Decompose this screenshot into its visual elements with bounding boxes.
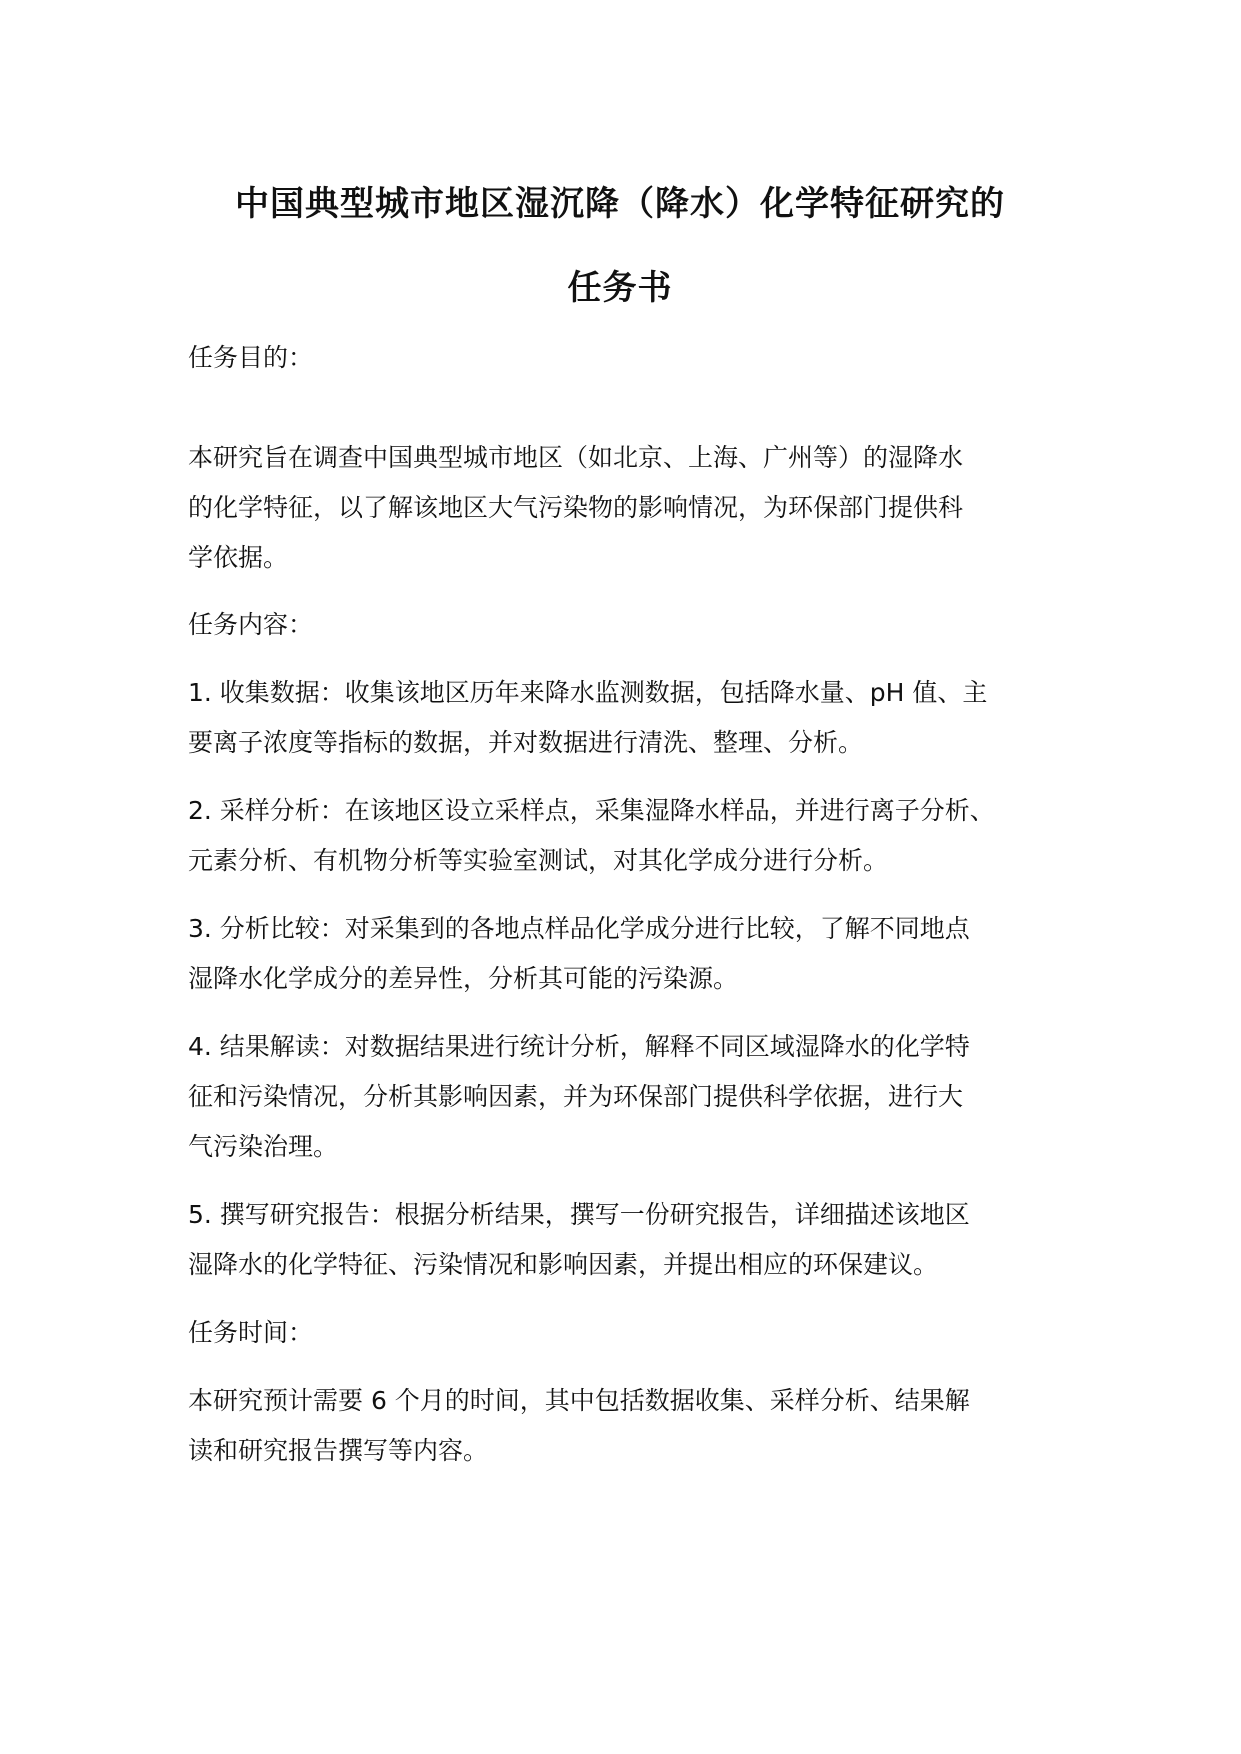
item1-line-2: 要离子浓度等指标的数据，并对数据进行清洗、整理、分析。: [188, 728, 864, 757]
purpose-line-1: 本研究旨在调查中国典型城市地区（如北京、上海、广州等）的湿降水: [188, 443, 964, 472]
item2-line-2: 元素分析、有机物分析等实验室测试，对其化学成分进行分析。: [188, 846, 889, 875]
item4-line-2: 征和污染情况，分析其影响因素，并为环保部门提供科学依据，进行大: [188, 1082, 964, 1111]
item2-line-1: 2. 采样分析：在该地区设立采样点，采集湿降水样品，并进行离子分析、: [188, 796, 995, 825]
item4-line-3: 气污染治理。: [188, 1132, 339, 1161]
item5-line-2: 湿降水的化学特征、污染情况和影响因素，并提出相应的环保建议。: [188, 1250, 939, 1279]
item5-line-1: 5. 撰写研究报告：根据分析结果，撰写一份研究报告，详细描述该地区: [188, 1200, 970, 1229]
purpose-heading: 任务目的：: [188, 343, 314, 372]
item1-line-1: 1. 收集数据：收集该地区历年来降水监测数据，包括降水量、pH 值、主: [188, 678, 988, 707]
time-line-1: 本研究预计需要 6 个月的时间，其中包括数据收集、采样分析、结果解: [188, 1386, 970, 1415]
time-line-2: 读和研究报告撰写等内容。: [188, 1436, 489, 1465]
time-heading: 任务时间：: [188, 1318, 314, 1347]
content-heading: 任务内容：: [188, 610, 314, 639]
item4-line-1: 4. 结果解读：对数据结果进行统计分析，解释不同区域湿降水的化学特: [188, 1032, 970, 1061]
document-title-line1: 中国典型城市地区湿沉降（降水）化学特征研究的: [235, 184, 1005, 224]
purpose-line-2: 的化学特征，以了解该地区大气污染物的影响情况，为环保部门提供科: [188, 493, 964, 522]
purpose-line-3: 学依据。: [188, 543, 289, 572]
item3-line-2: 湿降水化学成分的差异性，分析其可能的污染源。: [188, 964, 739, 993]
document-title-line2: 任务书: [567, 268, 673, 308]
item3-line-1: 3. 分析比较：对采集到的各地点样品化学成分进行比较，了解不同地点: [188, 914, 970, 943]
